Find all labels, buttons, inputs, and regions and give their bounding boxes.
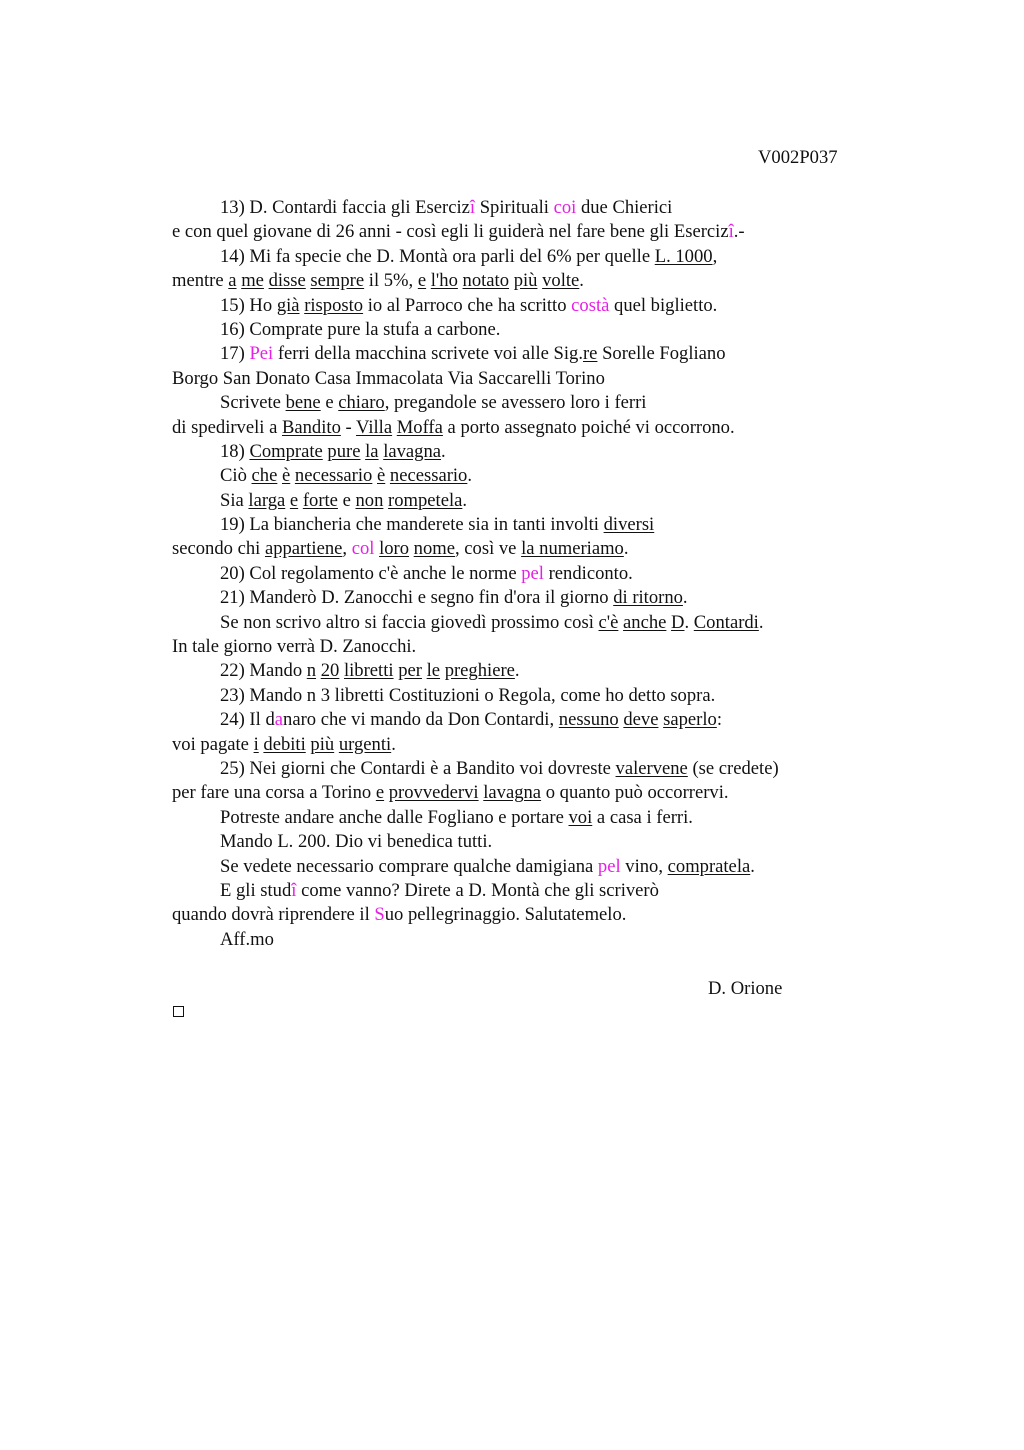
text-segment: 13) D. Contardi faccia gli Eserciz bbox=[220, 197, 470, 218]
underlined-text: necessario bbox=[294, 465, 373, 487]
text-segment: Se non scrivo altro si faccia giovedì prossimo così bbox=[220, 611, 599, 633]
text-segment: . bbox=[467, 465, 473, 487]
text-segment: Spirituali bbox=[475, 197, 554, 218]
text-segment: 17) bbox=[220, 343, 250, 365]
underlined-text: preghiere bbox=[444, 660, 515, 682]
underlined-text: più bbox=[513, 270, 538, 292]
underlined-text: chiaro bbox=[338, 392, 385, 414]
underlined-text: non bbox=[355, 489, 384, 511]
underlined-text: più bbox=[310, 733, 335, 755]
underlined-text: urgenti bbox=[338, 733, 392, 755]
text-segment: quel biglietto. bbox=[609, 294, 718, 316]
text-segment: Potreste andare anche dalle Fogliano e portare bbox=[220, 806, 569, 828]
text-line bbox=[172, 245, 862, 269]
underlined-text: Villa bbox=[356, 416, 393, 438]
underlined-text: larga bbox=[248, 489, 286, 511]
text-segment: ferri della macchina scrivete voi alle Sig. bbox=[273, 343, 583, 365]
text-line bbox=[172, 537, 862, 561]
text-segment: , bbox=[712, 245, 718, 267]
text-segment: due Chierici bbox=[576, 197, 673, 218]
underlined-text: e bbox=[289, 489, 299, 511]
text-line bbox=[172, 318, 862, 342]
text-line bbox=[172, 635, 862, 659]
text-line bbox=[172, 196, 862, 220]
text-segment: 14) Mi fa specie che D. Montà ora parli del 6% per quelle bbox=[220, 245, 655, 267]
text-line bbox=[172, 903, 862, 927]
text-segment: Sorelle Fogliano bbox=[597, 343, 726, 365]
text-segment: 23) Mando n 3 libretti Costituzioni o Regola, come ho detto sopra. bbox=[220, 684, 716, 706]
text-segment: (se credete) bbox=[687, 757, 779, 779]
text-segment: Ciò bbox=[220, 465, 252, 487]
text-line bbox=[172, 294, 862, 318]
text-segment: . bbox=[684, 611, 694, 633]
text-line bbox=[172, 708, 862, 732]
text-segment: . bbox=[750, 855, 755, 877]
underlined-text: i bbox=[253, 733, 259, 755]
text-segment: e bbox=[337, 489, 356, 511]
underlined-text: forte bbox=[302, 489, 338, 511]
underlined-text: D bbox=[671, 611, 685, 633]
text-line bbox=[172, 464, 862, 488]
underlined-text: rompetela bbox=[388, 489, 463, 511]
underlined-text: appartiene bbox=[264, 538, 343, 560]
highlighted-text: î bbox=[728, 221, 734, 243]
text-segment: Borgo San Donato Casa Immacolata Via Saccarelli Torino bbox=[172, 367, 605, 389]
text-segment: secondo chi bbox=[172, 538, 265, 560]
letter-body bbox=[172, 196, 862, 1001]
text-line bbox=[172, 855, 862, 879]
underlined-text: è bbox=[377, 465, 386, 487]
text-segment: uo pellegrinaggio. Salutatemelo. bbox=[384, 904, 627, 926]
underlined-text: libretti bbox=[343, 660, 394, 682]
text-segment: e bbox=[320, 392, 339, 414]
underlined-text: n bbox=[306, 660, 317, 682]
text-segment: : bbox=[716, 709, 722, 731]
text-segment: , così ve bbox=[454, 538, 522, 560]
text-segment: . bbox=[682, 587, 688, 609]
underlined-text: Contardi bbox=[693, 611, 759, 633]
underlined-text: le bbox=[426, 660, 441, 682]
underlined-text: che bbox=[251, 465, 278, 487]
underlined-text: loro bbox=[379, 538, 410, 560]
text-segment: Aff.mo bbox=[220, 928, 274, 950]
text-segment: io al Parroco che ha scritto bbox=[363, 294, 572, 316]
underlined-text: deve bbox=[623, 709, 659, 731]
text-segment: 25) Nei giorni che Contardi è a Bandito voi dovreste bbox=[220, 757, 616, 779]
text-line bbox=[172, 830, 862, 854]
highlighted-text: pel bbox=[597, 855, 621, 877]
text-segment: Mando L. 200. Dio vi benedica tutti. bbox=[220, 831, 493, 853]
text-segment: 18) bbox=[220, 440, 250, 462]
underlined-text: disse bbox=[268, 270, 306, 292]
underlined-text: voi bbox=[568, 806, 593, 828]
text-line bbox=[172, 562, 862, 586]
text-line bbox=[172, 416, 862, 440]
text-line bbox=[172, 269, 862, 293]
underlined-text: provvedervi bbox=[388, 782, 479, 804]
text-segment: e con quel giovane di 26 anni - così egli li guiderà nel fare bene gli Eserciz bbox=[172, 221, 729, 243]
underlined-text: l'ho bbox=[430, 270, 458, 292]
text-segment: voi pagate bbox=[172, 733, 254, 755]
end-mark-square-icon bbox=[173, 1006, 184, 1017]
text-line bbox=[172, 611, 862, 635]
underlined-text: nessuno bbox=[558, 709, 619, 731]
highlighted-text: Pei bbox=[249, 343, 274, 365]
text-line bbox=[172, 440, 862, 464]
text-segment: 24) Il d bbox=[220, 709, 275, 731]
underlined-text: me bbox=[241, 270, 264, 292]
text-line bbox=[172, 733, 862, 757]
text-segment: . bbox=[514, 660, 520, 682]
underlined-text: nome bbox=[413, 538, 455, 560]
underlined-text: per bbox=[398, 660, 422, 682]
text-segment: vino, bbox=[620, 855, 668, 877]
underlined-text: la bbox=[365, 440, 379, 462]
text-line bbox=[172, 342, 862, 366]
underlined-text: di ritorno bbox=[613, 587, 683, 609]
text-segment: Scrivete bbox=[220, 392, 286, 414]
highlighted-text: col bbox=[351, 538, 375, 560]
text-segment: . bbox=[758, 611, 764, 633]
text-segment: , bbox=[342, 538, 352, 560]
text-segment: naro che vi mando da Don Contardi, bbox=[283, 709, 559, 731]
text-segment: , pregandole se avessero loro i ferri bbox=[384, 392, 647, 414]
text-segment: In tale giorno verrà D. Zanocchi. bbox=[172, 636, 417, 658]
underlined-text: compratela bbox=[667, 855, 751, 877]
highlighted-text: pel bbox=[521, 562, 544, 584]
text-line bbox=[172, 928, 862, 952]
underlined-text: diversi bbox=[603, 514, 655, 536]
text-segment: . bbox=[462, 489, 468, 511]
underlined-text: c'è bbox=[598, 611, 619, 633]
text-segment: - bbox=[340, 416, 357, 438]
text-segment: o quanto può occorrervi. bbox=[541, 782, 729, 804]
underlined-text: L. 1000 bbox=[654, 245, 713, 267]
text-segment: . bbox=[441, 440, 446, 462]
underlined-text: già bbox=[276, 294, 300, 316]
text-segment: 16) Comprate pure la stufa a carbone. bbox=[220, 318, 501, 340]
underlined-text: risposto bbox=[304, 294, 364, 316]
underlined-text: saperlo bbox=[663, 709, 717, 731]
text-segment: 19) La biancheria che manderete sia in tanti involti bbox=[220, 514, 604, 536]
underlined-text: pure bbox=[327, 440, 361, 462]
underlined-text: volte bbox=[542, 270, 580, 292]
text-line bbox=[172, 757, 862, 781]
underlined-text: è bbox=[281, 465, 291, 487]
underlined-text: notato bbox=[462, 270, 510, 292]
highlighted-text: costà bbox=[571, 294, 610, 316]
text-line bbox=[172, 513, 862, 537]
signature: D. Orione bbox=[708, 977, 783, 999]
text-segment: 15) Ho bbox=[220, 294, 277, 316]
text-segment: Sia bbox=[220, 489, 249, 511]
underlined-text: Moffa bbox=[396, 416, 443, 438]
underlined-text: e bbox=[417, 270, 427, 292]
text-segment: . bbox=[579, 270, 584, 292]
text-segment: mentre bbox=[172, 270, 229, 292]
text-line bbox=[172, 391, 862, 415]
text-segment: rendiconto. bbox=[543, 562, 633, 584]
highlighted-text: coi bbox=[553, 197, 577, 218]
text-segment: 20) Col regolamento c'è anche le norme bbox=[220, 562, 522, 584]
text-line bbox=[172, 367, 862, 391]
text-line bbox=[172, 659, 862, 683]
text-segment: Se vedete necessario comprare qualche damigiana bbox=[220, 855, 598, 877]
text-segment: come vanno? Direte a D. Montà che gli scriverò bbox=[296, 879, 659, 901]
text-line bbox=[172, 220, 862, 244]
text-line bbox=[172, 781, 862, 805]
text-segment: di spedirveli a bbox=[172, 416, 282, 438]
text-segment: a casa i ferri. bbox=[592, 806, 693, 828]
text-segment: a porto assegnato poiché vi occorrono. bbox=[442, 416, 735, 438]
highlighted-text: î bbox=[469, 197, 476, 218]
underlined-text: sempre bbox=[310, 270, 365, 292]
text-line bbox=[172, 806, 862, 830]
underlined-text: debiti bbox=[263, 733, 306, 755]
underlined-text: lavagna bbox=[483, 782, 542, 804]
underlined-text: a bbox=[228, 270, 237, 292]
underlined-text: re bbox=[582, 343, 598, 365]
underlined-text: lavagna bbox=[383, 440, 442, 462]
text-segment: 22) Mando bbox=[220, 660, 307, 682]
text-segment: . bbox=[623, 538, 629, 560]
underlined-text: valervene bbox=[615, 757, 688, 779]
text-segment: . bbox=[391, 733, 396, 755]
underlined-text: bene bbox=[285, 392, 321, 414]
text-segment: quando dovrà riprendere il bbox=[172, 904, 375, 926]
text-line bbox=[172, 684, 862, 708]
highlighted-text: î bbox=[291, 879, 297, 901]
page-code: V002P037 bbox=[758, 147, 838, 168]
underlined-text: la numeriamo bbox=[521, 538, 624, 560]
text-line bbox=[172, 489, 862, 513]
underlined-text: e bbox=[375, 782, 385, 804]
highlighted-text: S bbox=[374, 904, 385, 926]
underlined-text: 20 bbox=[320, 660, 340, 682]
text-segment: il 5%, bbox=[364, 270, 418, 292]
underlined-text: necessario bbox=[389, 465, 468, 487]
text-segment: 21) Manderò D. Zanocchi e segno fin d'ora il giorno bbox=[220, 587, 614, 609]
text-segment: .- bbox=[733, 221, 745, 243]
text-segment: per fare una corsa a Torino bbox=[172, 782, 376, 804]
highlighted-text: a bbox=[274, 709, 284, 731]
text-segment: E gli stud bbox=[220, 879, 292, 901]
underlined-text: Bandito bbox=[281, 416, 341, 438]
underlined-text: anche bbox=[623, 611, 667, 633]
text-line bbox=[172, 879, 862, 903]
underlined-text: Comprate bbox=[249, 440, 323, 462]
text-line bbox=[172, 586, 862, 610]
